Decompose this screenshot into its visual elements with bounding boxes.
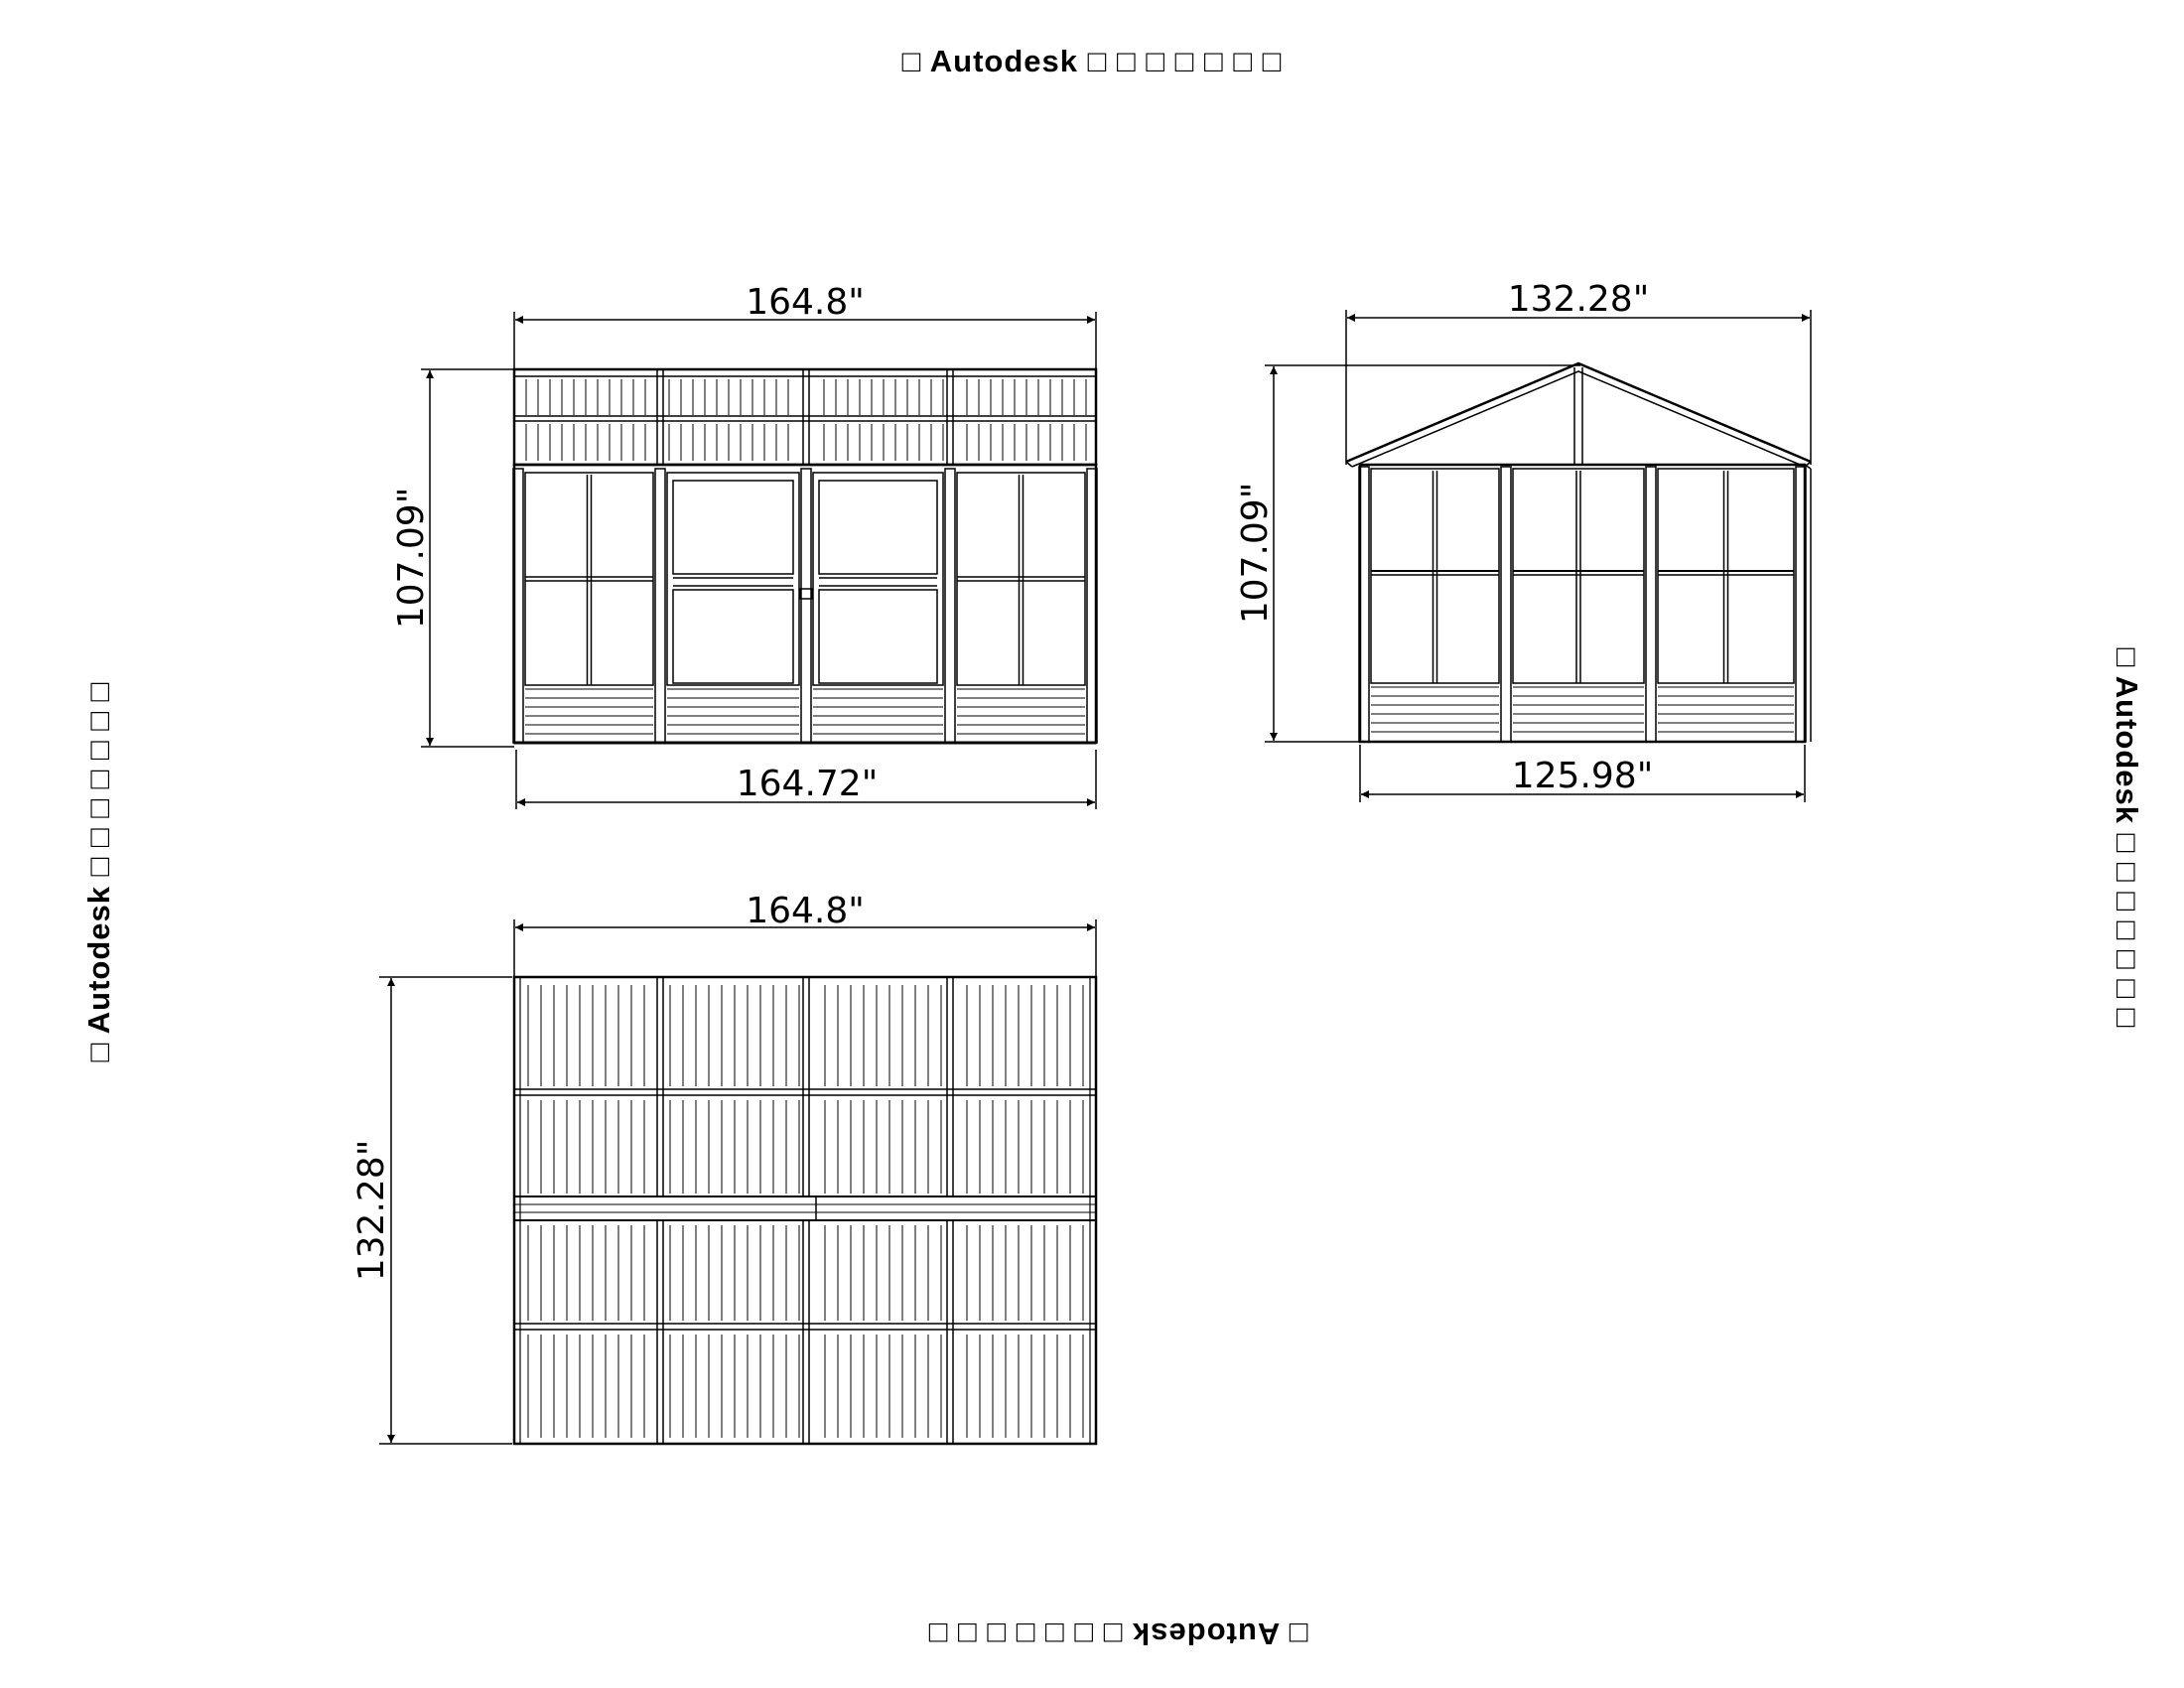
top-plan-artwork (514, 977, 1096, 1444)
top-depth-dimension (351, 977, 512, 1444)
front-width-top-label: 164.8" (746, 282, 865, 323)
front-width-bottom-label: 164.72" (736, 764, 879, 804)
watermark-right: □ Autodesk □ □ □ □ □ □ □ (2110, 647, 2144, 1029)
side-width-top-label: 132.28" (1507, 279, 1650, 320)
front-width-bottom-dimension (516, 750, 1096, 809)
watermark-top: □ Autodesk □ □ □ □ □ □ □ (901, 44, 1283, 78)
top-width-label: 164.8" (746, 891, 865, 931)
front-elevation-view (391, 282, 1097, 809)
top-depth-label: 132.28" (351, 1139, 392, 1282)
side-height-label: 107.09" (1235, 482, 1276, 625)
front-elevation-artwork (513, 369, 1097, 743)
front-height-dimension (391, 369, 514, 747)
side-elevation-view (1235, 279, 1811, 802)
side-elevation-artwork (1346, 363, 1811, 742)
watermark-bottom: □ Autodesk □ □ □ □ □ □ □ (927, 1617, 1308, 1651)
top-plan-view (351, 891, 1096, 1444)
side-width-bottom-label: 125.98" (1511, 756, 1654, 796)
side-width-bottom-dimension (1360, 745, 1805, 802)
watermark-left: □ Autodesk □ □ □ □ □ □ □ (81, 681, 116, 1062)
front-width-top-dimension (514, 282, 1096, 369)
side-height-dimension (1235, 365, 1580, 742)
front-height-label: 107.09" (391, 487, 432, 630)
top-width-dimension (514, 891, 1096, 978)
